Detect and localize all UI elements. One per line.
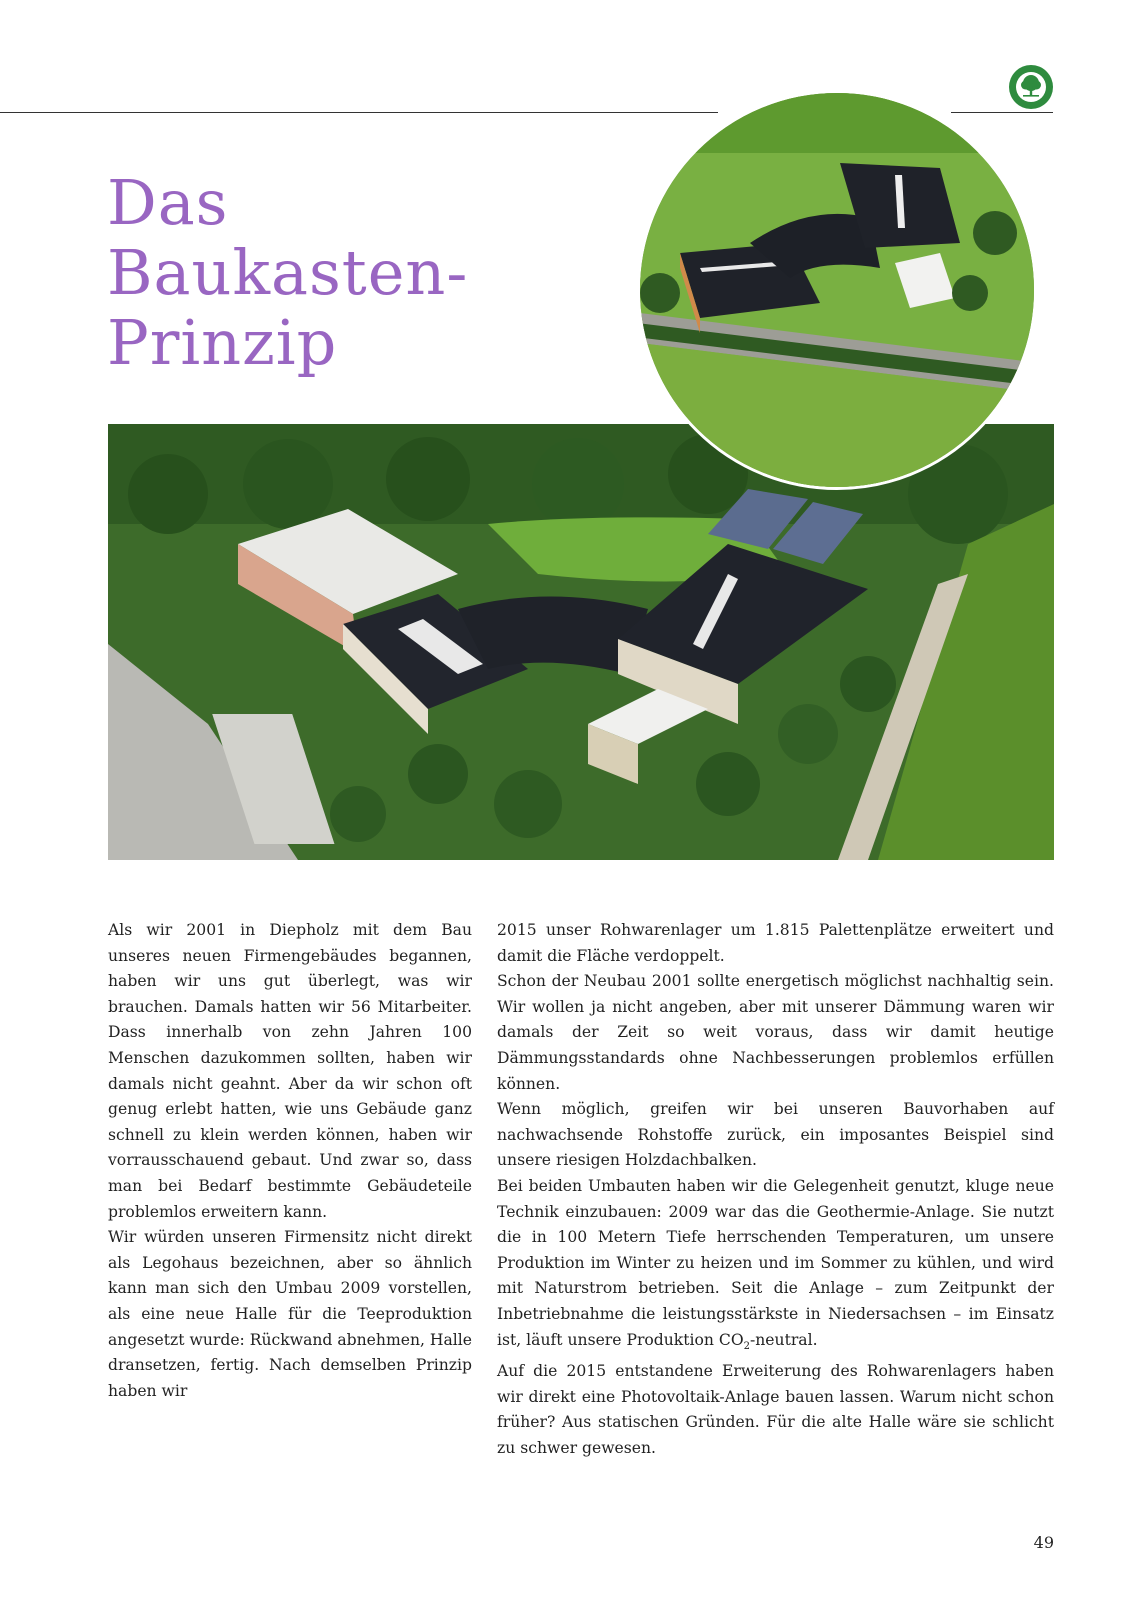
title-line-3: Prinzip xyxy=(107,306,338,379)
title-line-2: Baukasten- xyxy=(107,236,469,309)
body-paragraph: Wir würden unseren Firmensitz nicht direkt als Legohaus bezeichnen, aber so ähnlich kann man sich den Umbau 2009 vorstellen, als eine neue Halle für die Teeproduktion angesetzt wurde: Rückwand abnehmen, Halle dransetzen, fertig. Nach demselben Prinzip haben wir xyxy=(108,1228,473,1400)
header-rule-left xyxy=(0,112,718,113)
body-column-left xyxy=(108,918,472,1404)
tree-logo-icon xyxy=(1008,64,1054,110)
page-number: 49 xyxy=(1033,1533,1054,1552)
body-paragraph: Schon der Neubau 2001 sollte energetisch möglichst nachhaltig sein. Wir wollen ja nicht angeben, aber mit unserer Dämmung waren wir damals der Zeit so weit voraus, dass wir damit heutige Dämmungsstandards ohne Nachbesserungen problemlos erfüllen können. xyxy=(497,972,1054,1093)
body-paragraph xyxy=(497,1174,1054,1359)
page-title xyxy=(107,168,468,378)
aerial-photo-circle xyxy=(637,90,1037,490)
body-paragraph: Als wir 2001 in Diepholz mit dem Bau unseres neuen Firmengebäudes begannen, haben wir uns gut überlegt, was wir brauchen. Damals hatten wir 56 Mitarbeiter. Dass innerhalb von zehn Jahren 100 Menschen dazukommen sollten, haben wir damals nicht geahnt. Aber da wir schon oft genug erlebt hatten, wie uns Gebäude ganz schnell zu klein werden können, haben wir vorrausschauend gebaut. Und zwar so, dass man bei Bedarf bestimmte Gebäudeteile problemlos erweitern kann. xyxy=(108,921,472,1221)
text-run: Bei beiden Umbauten haben wir die Gelegenheit genutzt, kluge neue Technik einzubauen: 2009 war das die Geothermie-Anlage. Sie nutzt die in 100 Metern Tiefe herrschenden Temperaturen, um unsere Produktion im Winter zu heizen und im Sommer zu kühlen, und wird mit Naturstrom betrieben. Seit die Anlage – zum Zeitpunkt der Inbetriebnahme die leistungsstärkste in Niedersachsen – im Einsatz ist, läuft unsere Produktion CO xyxy=(497,1176,1054,1349)
header-rule-right xyxy=(951,112,1053,113)
aerial-photo-main xyxy=(108,424,1054,860)
body-paragraph: Auf die 2015 entstandene Erweiterung des Rohwarenlagers haben wir direkt eine Photovoltaik-Anlage bauen lassen. Warum nicht schon früher? Aus statischen Gründen. Für die alte Halle wäre sie schlicht zu schwer gewesen. xyxy=(497,1362,1054,1457)
title-line-1: Das xyxy=(107,166,229,239)
body-paragraph: Wenn möglich, greifen wir bei unseren Bauvorhaben auf nachwachsende Rohstoffe zurück, ein imposantes Beispiel sind unsere riesigen Holzdachbalken. xyxy=(497,1100,1054,1170)
text-run: -neutral. xyxy=(750,1330,818,1349)
subscript: 2 xyxy=(743,1340,750,1352)
body-column-right xyxy=(497,918,1054,1462)
body-paragraph: 2015 unser Rohwarenlager um 1.815 Palettenplätze erweitert und damit die Fläche verdoppelt. xyxy=(497,921,1054,965)
